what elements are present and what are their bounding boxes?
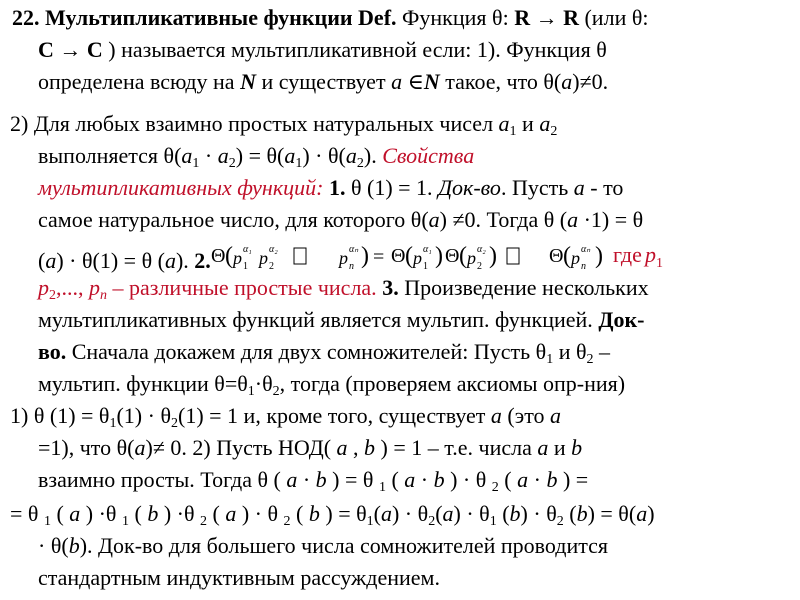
svg-text:(: ( [562,243,571,269]
line-9: $p_2$,..., $p_n$ – различные простые числа. 3. Произведение нескольких [38,275,649,303]
svg-text:p: p [644,242,656,267]
svg-text:α₂: α₂ [476,244,486,255]
svg-text:Θ: Θ [210,245,226,267]
line-4: 2) Для любых взаимно простых натуральных чисел $a_1$ и $a_2$ [10,111,558,139]
svg-text:α₁: α₁ [422,244,432,255]
svg-text:n: n [580,261,586,272]
svg-text:αₙ: αₙ [348,244,359,255]
svg-text:Θ: Θ [444,245,460,267]
line-8: (a) · θ(1) = θ (a). 2. Θ ( p 1 α₁ p 2 α₂ p n αₙ ) = Θ ( p 1 α₁ ) Θ ( p 2 α₂ ) Θ ( p n αₙ ) где p 1 [38,242,663,273]
svg-text:): ) [488,243,497,269]
svg-text:): ) [360,243,369,269]
svg-text:p: p [466,248,476,268]
line-11: во. Сначала докажем для двух сомножителей: Пусть $\theta_1$ и $\theta_2$ – [38,339,610,367]
line-13: 1) θ $(1) = \theta_1(1) \cdot \theta_2(1) = 1$ и, кроме того, существует a (это a [10,403,562,431]
line-16: = θ $_1$ ( a ) ·θ $_1$ ( b ) ·θ $_2$ ( a ) · θ $_2$ ( b ) = $\theta_1(a) \cdot \theta_2(a) \cdot \theta_1$ $(b) \cdot \theta_2$ (b) = θ(a) [10,501,655,529]
line-5: выполняется $\theta(a_1 \cdot a_2) = \theta(a_1) \cdot \theta(a_2)$. Свойства [38,143,475,171]
svg-text:где: где [612,242,642,267]
svg-text:Θ: Θ [548,245,564,267]
section-heading: 22. Мультипликативные функции Def. [12,5,397,30]
svg-text:1: 1 [242,261,248,272]
svg-text:1: 1 [655,256,663,271]
line-3: определена всюду на N и существует a ∈N такое, что θ(a)≠0. [38,69,609,94]
svg-text:p: p [570,248,580,268]
svg-text:α₂: α₂ [268,244,278,255]
line-7: самое натуральное число, для которого θ(a) ≠0. Тогда θ (a ·1) = θ [38,207,644,232]
svg-text:(: ( [404,243,413,269]
svg-text:): ) [434,243,443,269]
svg-text:): ) [594,243,603,269]
svg-text:Θ: Θ [390,245,406,267]
line-17: · θ(b). Док-во для большего числа сомножителей проводится [38,533,608,558]
svg-text:2: 2 [268,261,274,272]
svg-text:p: p [412,248,422,268]
line-12: мультип. функции $\theta=\theta_1\cdot\theta_2$, тогда (проверяем аксиомы опр-ния) [38,371,626,399]
line-1: 22. Мультипликативные функции Def. Функция θ: R → R (или θ: [12,5,649,30]
svg-text:α₁: α₁ [242,244,252,255]
svg-text:(: ( [458,243,467,269]
svg-text:n: n [348,261,354,272]
svg-text:p: p [338,248,348,268]
svg-text:1: 1 [422,261,428,272]
line-10: мультипликативных функций является мультип. функцией. Док- [38,307,645,332]
svg-text:=: = [372,246,385,268]
line-14: =1), что θ(a)≠ 0. 2) Пусть НОД( a , b ) = 1 – т.е. числа a и b [38,435,583,460]
svg-text:2: 2 [476,261,482,272]
properties-heading: Свойства [382,143,475,168]
line-15: взаимно просты. Тогда θ ( a · b ) = θ $_1$ ( a · b ) · θ $_2$ ( a · b ) = [38,467,589,495]
multiplicative-formula [211,240,663,274]
svg-text:(: ( [224,243,233,269]
line-18: стандартным индуктивным рассуждением. [38,565,440,590]
placeholder-box [294,248,306,264]
line-2: C → C ) называется мультипликативной если: 1). Функция θ [38,37,607,62]
svg-text:p: p [232,248,242,268]
placeholder-box [507,248,519,264]
svg-text:αₙ: αₙ [580,244,591,255]
svg-text:p: p [258,248,268,268]
line-6: мультипликативных функций: 1. θ (1) = 1. Док-во. Пусть a - то [38,175,624,200]
